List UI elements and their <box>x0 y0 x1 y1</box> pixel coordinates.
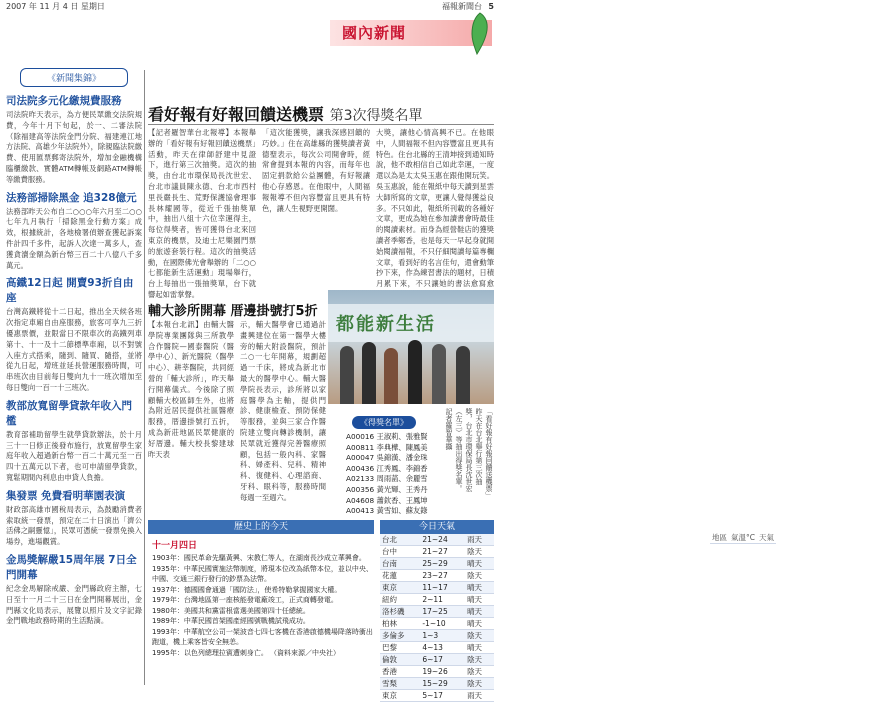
person-figure <box>384 348 398 404</box>
weather-city: 紐約 <box>380 594 420 606</box>
weather-table <box>380 533 774 702</box>
history-item: 1989年：中華民國首架國產經國號戰機試飛成功。 <box>152 617 310 625</box>
weather-row <box>380 582 494 594</box>
weather-header-row <box>710 532 872 582</box>
weather-city: 巴黎 <box>380 642 420 654</box>
weather-cond: 陰天 <box>465 546 494 558</box>
photo-banner-text: 都能新生活 <box>336 314 436 335</box>
weather-cond: 陰天 <box>465 570 494 582</box>
history-item: 1935年：中華民國實施法幣制度，將現本位改為紙幣本位，並以中央、中國、交通三銀行發行的鈔票為法幣。 <box>152 564 373 583</box>
person-figure <box>408 340 422 404</box>
weather-city: 台中 <box>380 546 420 558</box>
weather-temp: 2~11 <box>420 594 465 606</box>
weather-cond: 陰天 <box>465 654 494 666</box>
photo-caption: 「看好報有好報回饋送機票」昨天在台北舉行第三次抽獎，台北市環保局長沈世宏（左三）等抽出得獎名單。記者羅智華攝 <box>445 408 493 496</box>
weather-row <box>380 678 494 690</box>
weather-cond: 晴天 <box>465 606 494 618</box>
weather-temp: 19~26 <box>420 666 465 678</box>
headline-sub: 第3次得獎名單 <box>329 108 423 124</box>
article-column: 「這次能獲獎，讓我深感回饋的巧妙。」住在高雄縣的獲獎讀者黃德聖表示，每次公司開會時，經常會提到本報的內容，而每年也固定捐款給公益團體，有好報讓他心存感恩。在他眼中，人間福報報導不但內容豐富且更具有特色，讓人生視野更開闊。 <box>262 128 370 213</box>
brief-body: 法務部昨天公布自二○○○年六月至二○○七年九月執行「掃除黑金行動方案」成效，根據統計，各地檢署偵辦查獲起訴案件計四千多件，起訴人次達一萬多人，查獲貪瀆金額為新台幣三百二十八億八千多萬元。 <box>6 206 142 270</box>
winner-row: A00047 吳錦漢、潘金珠 <box>346 453 428 463</box>
weather-city: 東京 <box>380 690 420 702</box>
brief-body: 教育部補助留學生就學貸款辦法，於十月三十一日修正後發布施行，放寬留學生家庭年收入超過新台幣一百二十萬元至一百四十五萬元以下者，也可申請留學貸款，寬鬆期間內利息由申貸人負擔。 <box>6 429 142 482</box>
brief-title: 金馬獎解嚴15周年展 7日全門開幕 <box>6 553 137 581</box>
weather-row <box>380 690 494 702</box>
article2-headline: 輔大診所開幕 厝邊掛號打5折 <box>148 304 318 319</box>
weather-row <box>380 618 494 630</box>
weather-cond: 晴天 <box>465 618 494 630</box>
brief-body: 台灣高鐵將從十二日起，推出全天候各班次指定車廂自由座服務，旅客可享九三折優惠票價，並限當日不限車次的高鐵列車第十、十一及十二節標準車廂，以不對號入座方式搭乘，隨到、隨買、隨搭，並將從九日起，增班並延長營運服務時間，可串班次由目前每日雙向九十一班次增加至每日雙向一百一十三班次。 <box>6 307 142 392</box>
briefs-heading: 《新聞集錦》 <box>20 68 128 87</box>
history-item: 1993年：中華航空公司一架波音七四七客機在香港啟德機場降落時衝出跑道，機上乘客皆安全無恙。 <box>152 627 373 646</box>
weather-city: 雪梨 <box>380 678 420 690</box>
brief-body: 紀念金馬解除戒嚴、金門縣政府主辦，七日至十一月二十三日在金門開幕展出，金門縣文化局表示，展覽以照片及文字記錄金門戰地政務時期的生活點滴。 <box>6 583 142 626</box>
history-item: 1903年：國民革命先驅黃興、宋教仁等人，在湖南長沙成立華興會。 <box>152 554 366 562</box>
weather-cond: 雨天 <box>465 690 494 702</box>
weather-box <box>380 520 774 700</box>
weather-temp: 17~25 <box>420 606 465 618</box>
weather-temp: 21~24 <box>420 534 465 546</box>
brief-body: 司法院昨天表示，為方便民眾繳交法院規費，今年十月下旬起，於一、二審法院（除福建高等法院金門分院、福建連江地方法院、高雄少年法院外），除親臨法院繳費、使用匯票郵寄法院外，增加金融機構臨櫃繳款、實體ATM轉帳及網路ATM轉帳等繳費服務。 <box>6 110 142 184</box>
history-item: 1995年：以色列總理拉賓遭刺身亡。 （資料來源／中央社） <box>152 648 341 657</box>
weather-city: 洛杉磯 <box>380 606 420 618</box>
weather-cond: 晴天 <box>465 642 494 654</box>
article-column: 大獎，讓他心情高興不已。在他眼中，人間福報不但內容豐富且更具有特色。住台北縣的王清坤接到通知時說，他不敢相信自己如此幸運，一度還以為是太太吳玉惠在跟他開玩笑。吳玉惠說，能在報紙中每天讀到星雲大師所寫的文章，更讓人覺得獲益良多。不只如此，報紙所刊載的各種好文章，更成為她在參加讀書會時最佳的閱讀素材。而身為經營鞋店的獲獎讀者季鄭香，也是每天一早起身就開始閱讀福報，不只仔細閱讀每篇專欄文章，看到好的名言佳句，還會動筆抄下來，作為練習書法的題材，日積月累下來，不只讓她的書法愈寫愈 <box>376 128 494 289</box>
page-number: 5 <box>488 2 494 11</box>
weather-city: 柏林 <box>380 618 420 630</box>
section-header <box>330 12 492 62</box>
history-title: 歷史上的今天 <box>148 520 374 534</box>
weather-cond: 晴天 <box>465 558 494 570</box>
person-figure <box>362 342 376 404</box>
weather-cond: 晴天 <box>465 594 494 606</box>
weather-temp: 23~27 <box>420 570 465 582</box>
brief-title: 司法院多元化繳規費服務 <box>6 95 122 107</box>
weather-city: 多倫多 <box>380 630 420 642</box>
weather-row <box>380 558 494 570</box>
weather-temp: 21~27 <box>420 546 465 558</box>
winner-row: A00436 江秀鳳、李錦香 <box>346 463 428 473</box>
history-date: 十一月四日 <box>152 541 198 551</box>
winner-row: A02133 周雨菡、余麗雪 <box>346 474 428 484</box>
weather-city: 台南 <box>380 558 420 570</box>
winner-row: A00356 黃光輝、王秀丹 <box>346 484 428 494</box>
weather-temp: 6~17 <box>420 654 465 666</box>
weather-title: 今日天氣 <box>380 520 494 534</box>
paper-name: 福報新聞台 <box>442 2 482 11</box>
weather-cond: 陰天 <box>465 630 494 642</box>
news-briefs-column <box>6 68 142 688</box>
article-headline <box>148 102 494 125</box>
brief-title: 教部放寬留學貸款年收入門檻 <box>6 399 132 427</box>
article2-column: 示，輔大醫學會已通過計畫興建位在第一醫學大樓旁的輔大附設醫院，預計二○一七年開幕，規劃超過一千床，將成為新北市最大的醫學中心。輔大醫學院長表示，診所將以家庭醫學為主軸，提供門診、健康檢查、預防保健等服務，並與三家合作醫院建立雙向轉診機制，讓民眾就近獲得完善醫療照顧，包括一般內科、家醫科、婦產科、兒科、精神科、復健科、心理諮商、牙科、眼科等，服務時間每週一至週六。 <box>240 320 326 502</box>
event-photo <box>328 290 494 404</box>
weather-temp: 4~13 <box>420 642 465 654</box>
weather-temp: -1~10 <box>420 618 465 630</box>
weather-temp: 25~29 <box>420 558 465 570</box>
history-item: 1979年：台灣地區第一座核能發電廠竣工，正式商轉發電。 <box>152 596 338 604</box>
article2-column: 【本報台北訊】由輔大醫學院專業團隊與三所教學合作醫院—國泰醫院（醫學中心）、新光醫院（醫學中心）、耕莘醫院，共同經營的「輔大診所」，昨天舉行開幕儀式。今後除了照顧輔大校區師生外，也將為附近居民提供社區醫療服務，厝邊掛號打五折，成為新莊地區民眾健康的好厝邊。輔大校長黎建球昨天表 <box>148 320 234 459</box>
weather-city: 東京 <box>380 582 420 594</box>
person-figure <box>340 346 354 404</box>
brief-body: 財政部高雄市國稅局表示，為鼓勵消費者索取統一發票，預定在二十日演出「濟公活佛之嗣靈憶」，民眾可憑統一發票免換入場券，進場觀賞。 <box>6 504 142 547</box>
weather-temp: 1~3 <box>420 630 465 642</box>
weather-row <box>380 570 494 582</box>
weather-row <box>380 546 494 558</box>
weather-row <box>380 654 494 666</box>
weather-city: 倫敦 <box>380 654 420 666</box>
weather-header-cell: 天氣 <box>759 533 774 542</box>
weather-cond: 晴天 <box>465 582 494 594</box>
weather-temp: 11~17 <box>420 582 465 594</box>
weather-cond: 陰天 <box>465 678 494 690</box>
winners-title: 《得獎名單》 <box>352 416 416 429</box>
weather-row <box>380 630 494 642</box>
weather-cond: 陰天 <box>465 666 494 678</box>
weather-city: 香港 <box>380 666 420 678</box>
weather-cond: 雨天 <box>465 534 494 546</box>
winner-row: A04608 蕭欽香、王鳳坤 <box>346 495 428 505</box>
weather-row <box>380 666 494 678</box>
brief-title: 法務部掃除黑金 追328億元 <box>6 191 137 204</box>
winner-row: A00811 李典樺、陳鳳美 <box>346 442 428 452</box>
person-figure <box>456 346 470 404</box>
weather-temp: 15~29 <box>420 678 465 690</box>
weather-header-cell: 地區 <box>712 533 727 542</box>
history-item: 1980年：美國共和黨雷根當選美國第四十任總統。 <box>152 606 310 615</box>
weather-row <box>380 606 494 618</box>
history-item: 1937年：德國國會通過「國防法」，使希特勒掌握國家大權。 <box>152 585 342 594</box>
weather-header-cell: 氣溫°C <box>731 533 755 542</box>
article-column: 【記者羅智華台北報導】本報舉辦的「看好報有好報回饋送機票」活動，昨天在律師舒建中見證下，進行第三次抽獎。這次的抽獎，由台北市環保局長沈世宏、台北市議員陳永德、台北市西村里長嚴長生、荒野保護協會理事長林耀國等，從近千張抽獎單中，抽出八組十六位幸運得主，每位得獎者，皆可獲得台北來回東京的機票，及迪士尼樂園門票的旅遊套裝行程。這次的抽獎活動，在國際佛光會舉辦的「二○○七都能新生活運動」現場舉行，台上每抽出一張抽獎單，台下就響起如雷掌聲。 <box>148 128 256 299</box>
person-figure <box>432 344 446 404</box>
headline-main: 看好報有好報回饋送機票 <box>148 105 325 124</box>
winner-row: A00413 黃雪如、蘇友錄 <box>346 506 428 516</box>
section-title: 國內新聞 <box>342 24 407 42</box>
winners-list <box>346 410 432 516</box>
column-divider <box>144 70 145 685</box>
issue-date: 2007 年 11 月 4 日 星期日 <box>6 2 105 11</box>
weather-row <box>380 642 494 654</box>
winner-row: A00016 王淑莉、張雅賢 <box>346 432 428 441</box>
brief-title: 高鐵12日起 開賣93折自由座 <box>6 277 134 305</box>
brief-title: 集發票 免費看明華園表演 <box>6 489 126 502</box>
weather-row <box>380 594 494 606</box>
headline-rule <box>148 124 494 125</box>
weather-city: 花蓮 <box>380 570 420 582</box>
weather-city: 台北 <box>380 534 420 546</box>
weather-temp: 5~17 <box>420 690 465 702</box>
taiwan-map-icon <box>468 12 490 56</box>
history-box <box>148 520 374 688</box>
weather-row <box>380 534 494 546</box>
